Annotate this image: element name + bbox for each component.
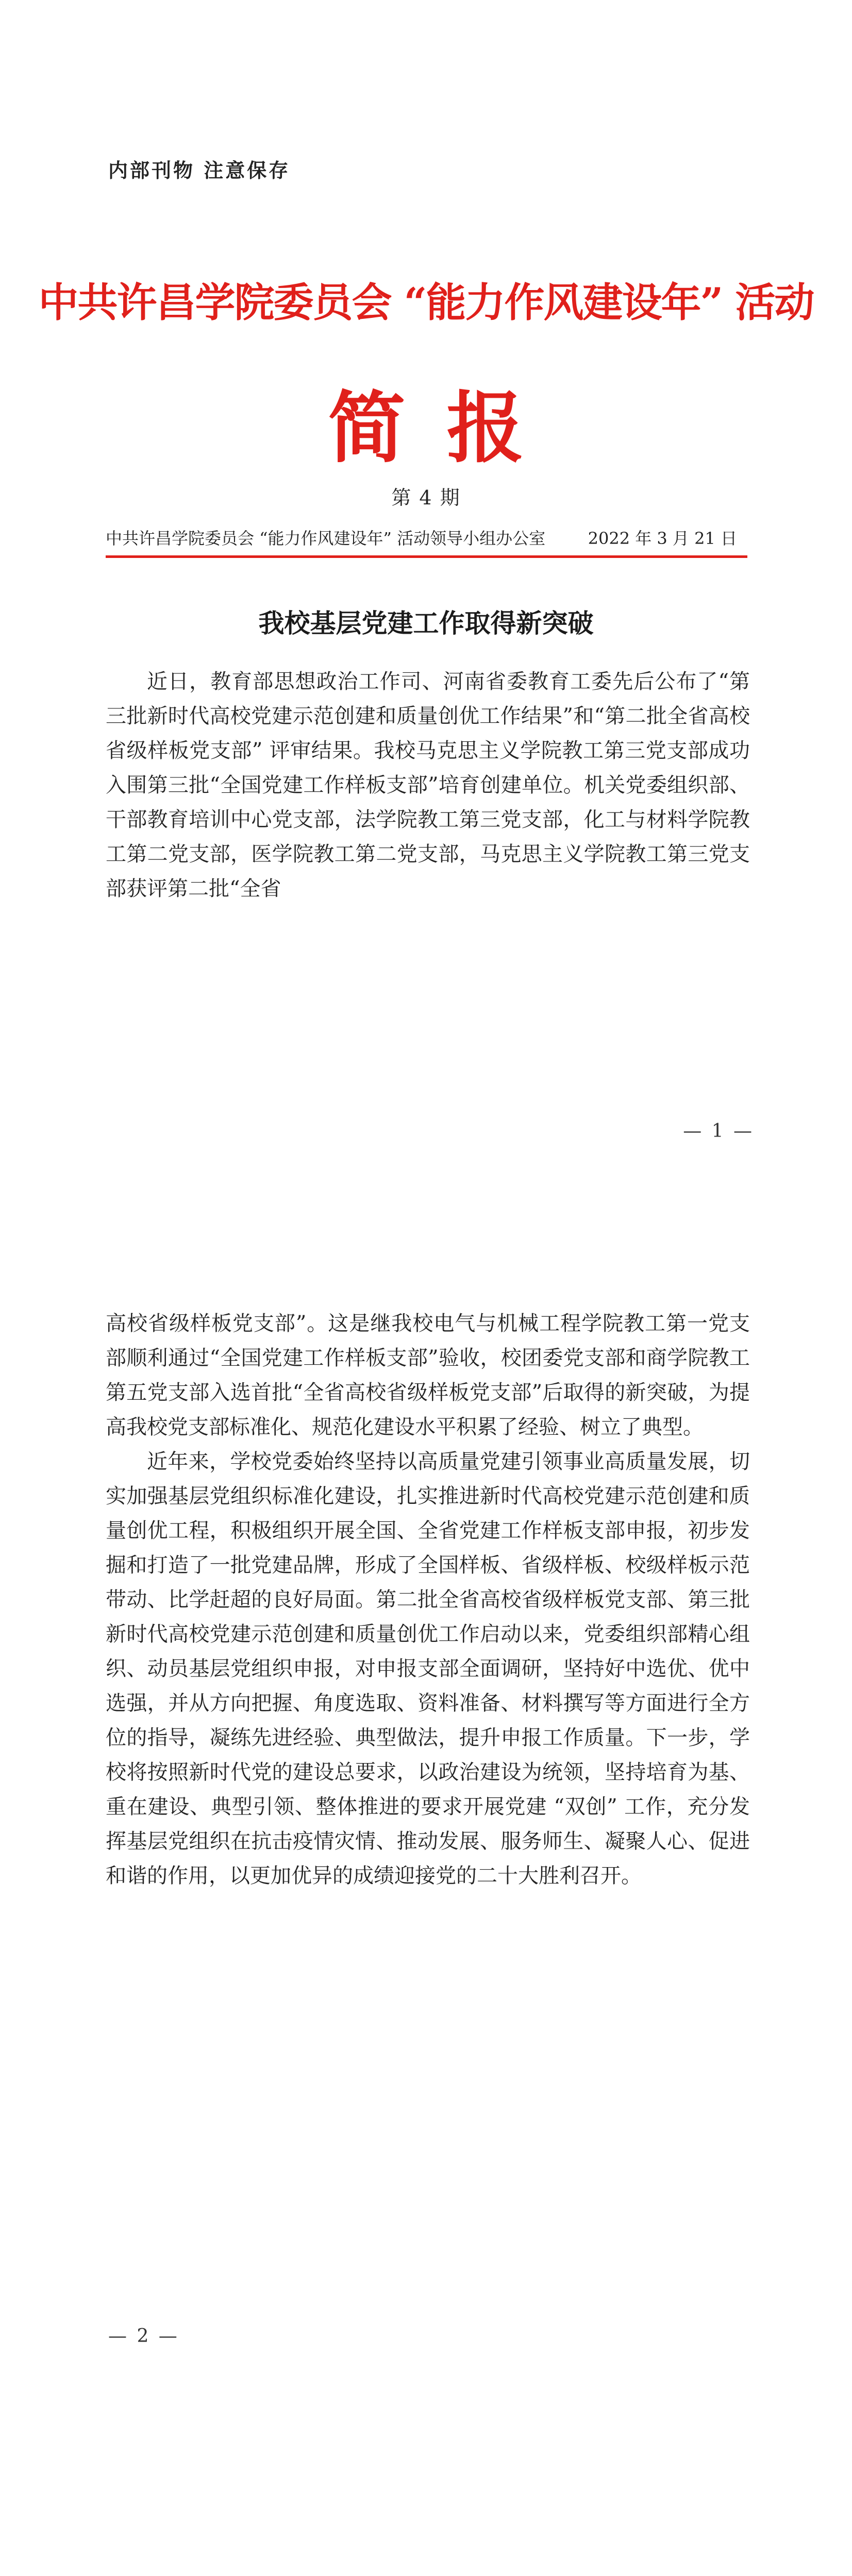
paragraph: 近年来，学校党委始终坚持以高质量党建引领事业高质量发展，切实加强基层党组织标准化建设，扎实推进新时代高校党建示范创建和质量创优工程，积极组织开展全国、全省党建工作样板支部申报，初步发掘和打造了一批党建品牌，形成了全国样板、省级样板、校级样板示范带动、比学赶超的良好局面。第二批全省高校省级样板党支部、第三批新时代高校党建示范创建和质量创优工作启动以来，党委组织部精心组织、动员基层党组织申报，对申报支部全面调研，坚持好中选优、优中选强，并从方向把握、角度选取、资料准备、材料撰写等方面进行全方位的指导，凝练先进经验、典型做法，提升申报工作质量。下一步，学校将按照新时代党的建设总要求，以政治建设为统领，坚持培育为基、重在建设、典型引领、整体推进的要求开展党建 “双创” 工作，充分发挥基层党组织在抗击疫情灾情、推动发展、服务师生、凝聚人心、促进和谐的作用，以更加优异的成绩迎接党的二十大胜利召开。: [106, 1450, 750, 1888]
paragraph: 高校省级样板党支部”。这是继我校电气与机械工程学院教工第一党支部顺利通过“全国党建工作样板支部”验收，校团委党支部和商学院教工第五党支部入选首批“全省高校省级样板党支部”后取得的新突破，为提高我校党支部标准化、规范化建设水平积累了经验、树立了典型。: [106, 1312, 750, 1439]
page-1: [0, 0, 852, 1205]
page-number: — 1 —: [683, 1121, 754, 1142]
issue-number: 第 4 期: [391, 486, 461, 509]
brief-title: 简报: [328, 383, 565, 473]
issuer-name: 中共许昌学院委员会 “能力作风建设年” 活动领导小组办公室: [106, 529, 546, 548]
page-3: [0, 2409, 852, 2576]
article-title: 我校基层党建工作取得新突破: [258, 608, 594, 638]
paragraph: 近日，教育部思想政治工作司、河南省委教育工委先后公布了“第三批新时代高校党建示范创建和质量创优工作结果”和“第二批全省高校省级样板党支部” 评审结果。我校马克思主义学院教工第三党支部成功入围第三批“全国党建工作样板支部”培育创建单位。机关党委组织部、干部教育培训中心党支部，法学院教工第三党支部，化工与材料学院教工第二党支部，医学院教工第二党支部，马克思主义学院教工第三党支部获评第二批“全省: [106, 670, 750, 901]
page-number: — 2 —: [108, 2326, 179, 2347]
article-body-page1: [106, 665, 750, 906]
article-body-page2: [106, 1307, 750, 1893]
red-divider: [106, 555, 747, 558]
page-2: [0, 1205, 852, 2409]
masthead: 中共许昌学院委员会 “能力作风建设年” 活动: [38, 279, 814, 326]
issue-date: 2022 年 3 月 21 日: [588, 529, 737, 548]
classification-label: 内部刊物 注意保存: [108, 159, 291, 182]
